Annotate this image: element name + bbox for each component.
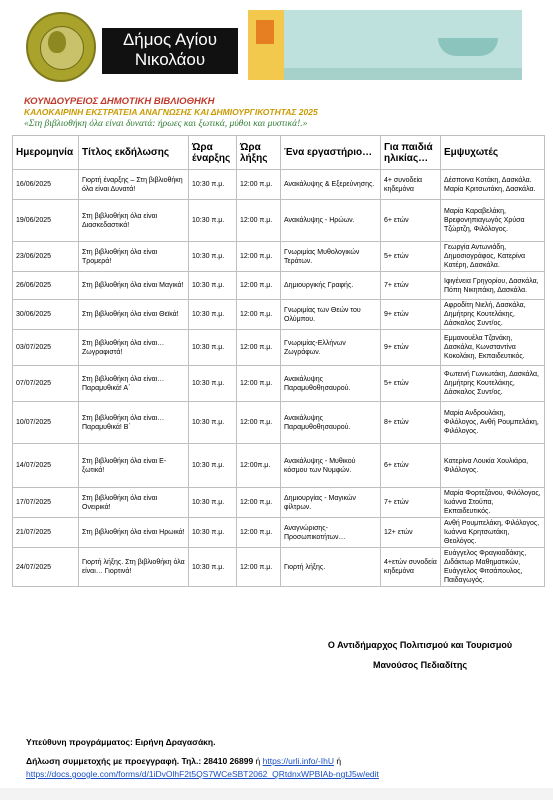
cell-start: 10:30 π.μ.: [189, 518, 237, 548]
cell-title: Στη βιβλιοθήκη όλα είναι Ονειρικά!: [79, 488, 189, 518]
signup-label: Δήλωση συμμετοχής με προεγγραφή. Τηλ.: 28410 26899: [26, 756, 254, 766]
table-row: [13, 272, 545, 300]
cell-date: 24/07/2025: [13, 548, 79, 587]
table-row: [13, 518, 545, 548]
municipality-name: Δήμος Αγίου Νικολάου: [102, 28, 238, 74]
cell-end: 12:00 π.μ.: [237, 300, 281, 330]
cell-start: 10:30 π.μ.: [189, 170, 237, 200]
cell-age: 7+ ετών: [381, 272, 441, 300]
table-row: [13, 170, 545, 200]
cell-date: 16/06/2025: [13, 170, 79, 200]
cell-date: 10/07/2025: [13, 402, 79, 444]
table-header-row: [13, 136, 545, 170]
cell-title: Γιορτή έναρξης – Στη βιβλιοθήκη όλα είναι Δυνατά!: [79, 170, 189, 200]
cell-workshop: Γνωριμίας-Ελλήνων Ζωγράφων.: [281, 330, 381, 366]
banner-sea-illustration: [284, 68, 522, 80]
cell-age: 4+ συνοδεία κηδεμόνα: [381, 170, 441, 200]
page-bottom-strip: [0, 788, 553, 800]
document-titles: [24, 96, 544, 130]
cell-animators: Ευάγγελος Φραγκιαδάκης, Διδάκτωρ Μαθηματικών, Ευάγγελος Φιτσάπουλος, Παιδαγωγός.: [441, 548, 545, 587]
cell-age: 8+ ετών: [381, 402, 441, 444]
cell-start: 10:30 π.μ.: [189, 242, 237, 272]
cell-age: 5+ ετών: [381, 366, 441, 402]
table-row: [13, 330, 545, 366]
cell-end: 12:00 π.μ.: [237, 200, 281, 242]
col-header-age: Για παιδιά ηλικίας…: [381, 136, 441, 170]
cell-age: 9+ ετών: [381, 330, 441, 366]
form-link-line: [26, 768, 546, 781]
cell-title: Στη βιβλιοθήκη όλα είναι Ηρωικά!: [79, 518, 189, 548]
table-row: [13, 200, 545, 242]
col-header-end: Ώρα λήξης: [237, 136, 281, 170]
page-header: [0, 0, 553, 96]
cell-animators: Μαρία Φορτεζάνου, Φιλόλογος, Ιωάννα Στούπα, Εκπαιδευτικός.: [441, 488, 545, 518]
cell-date: 30/06/2025: [13, 300, 79, 330]
campaign-title: ΚΑΛΟΚΑΙΡΙΝΗ ΕΚΣΤΡΑΤΕΙΑ ΑΝΑΓΝΩΣΗΣ ΚΑΙ ΔΗΜΙΟΥΡΓΙΚΟΤΗΤΑΣ 2025: [24, 107, 318, 117]
cell-workshop: Δημιουργίας - Μαγικών φίλτρων.: [281, 488, 381, 518]
cell-title: Στη βιβλιοθήκη όλα είναι Ε-ξωτικά!: [79, 444, 189, 488]
cell-title: Στη βιβλιοθήκη όλα είναι Μαγικά!: [79, 272, 189, 300]
col-header-workshop: Ένα εργαστήριο…: [281, 136, 381, 170]
cell-start: 10:30 π.μ.: [189, 488, 237, 518]
cell-start: 10:30 π.μ.: [189, 330, 237, 366]
cell-title: Στη βιβλιοθήκη όλα είναι… Παραμυθικά! Α΄: [79, 366, 189, 402]
cell-date: 14/07/2025: [13, 444, 79, 488]
col-header-date: Ημερομηνία: [13, 136, 79, 170]
cell-title: Στη βιβλιοθήκη όλα είναι Διασκεδαστικά!: [79, 200, 189, 242]
cell-date: 23/06/2025: [13, 242, 79, 272]
cell-start: 10:30 π.μ.: [189, 402, 237, 444]
schedule-table: [12, 135, 545, 587]
cell-start: 10:30 π.μ.: [189, 366, 237, 402]
cell-age: 6+ ετών: [381, 444, 441, 488]
cell-animators: Δέσποινα Κοτάκη, Δασκάλα. Μαρία Κριτσωτάκη, Δασκάλα.: [441, 170, 545, 200]
cell-age: 4+ετών συνοδεία κηδεμόνα: [381, 548, 441, 587]
cell-date: 21/07/2025: [13, 518, 79, 548]
cell-animators: Φωτεινή Γωνιωτάκη, Δασκάλα, Δημήτρης Κουτελάκης, Δάσκαλος Συντ/ος.: [441, 366, 545, 402]
signature-role: Ο Αντιδήμαρχος Πολιτισμού και Τουρισμού: [327, 640, 513, 650]
table-row: [13, 300, 545, 330]
table-row: [13, 444, 545, 488]
cell-age: 6+ ετών: [381, 200, 441, 242]
cell-animators: Κατερίνα Λουκία Χουλιάρα, Φιλόλογος.: [441, 444, 545, 488]
table-row: [13, 402, 545, 444]
cell-end: 12:00 π.μ.: [237, 272, 281, 300]
or-text: ή: [253, 756, 263, 766]
cell-end: 12:00 π.μ.: [237, 518, 281, 548]
cell-animators: Εμμανουέλα Τζανάκη, Δασκάλα, Κωνσταντίνα Κοκολάκη, Εκπαιδευτικός.: [441, 330, 545, 366]
banner-boat-illustration: [438, 38, 498, 56]
cell-end: 12:00 π.μ.: [237, 548, 281, 587]
cell-workshop: Ανακάλυψης Παραμυθοθησαυρού.: [281, 366, 381, 402]
cell-workshop: Αναγνώρισης- Προσωπικοτήτων…: [281, 518, 381, 548]
cell-animators: Ανθή Ρουμπελάκη, Φιλόλογος, Ιωάννα Κρητσωτάκη, Θεολόγος.: [441, 518, 545, 548]
cell-date: 19/06/2025: [13, 200, 79, 242]
cell-end: 12:00 π.μ.: [237, 488, 281, 518]
signup-line: [26, 755, 546, 768]
cell-title: Στη βιβλιοθήκη όλα είναι… Ζωγραφιστά!: [79, 330, 189, 366]
cell-age: 12+ ετών: [381, 518, 441, 548]
municipality-logo: [26, 12, 238, 82]
library-title: ΚΟΥΝΔΟΥΡΕΙΟΣ ΔΗΜΟΤΙΚΗ ΒΙΒΛΙΟΘΗΚΗ: [24, 96, 215, 107]
col-header-start: Ώρα έναρξης: [189, 136, 237, 170]
cell-animators: Μαρία Ανδρουλάκη, Φιλόλογος, Ανθή Ρουμπελάκη, Φιλόλογος.: [441, 402, 545, 444]
cell-age: 7+ ετών: [381, 488, 441, 518]
cell-animators: Μαρία Καραβελάκη, Βρεφονηπιαγωγός Χρύσα Τζώρτζη, Φιλόλογος.: [441, 200, 545, 242]
program-responsible: Υπεύθυνη προγράμματος: Ειρήνη Δραγασάκη.: [26, 737, 216, 747]
signature-name: Μανούσος Πεδιαδίτης: [372, 660, 468, 670]
banner-emblem: [256, 20, 274, 44]
cell-date: 07/07/2025: [13, 366, 79, 402]
table-row: [13, 242, 545, 272]
cell-date: 26/06/2025: [13, 272, 79, 300]
short-link[interactable]: https://urli.info/-IhU: [262, 756, 334, 766]
cell-start: 10:30 π.μ.: [189, 444, 237, 488]
cell-workshop: Ανακάλυψης - Ηρώων.: [281, 200, 381, 242]
col-header-title: Τίτλος εκδήλωσης: [79, 136, 189, 170]
cell-workshop: Γνωριμίας των Θεών του Ολύμπου.: [281, 300, 381, 330]
cell-end: 12:00 π.μ.: [237, 330, 281, 366]
table-row: [13, 488, 545, 518]
cell-age: 5+ ετών: [381, 242, 441, 272]
col-header-animators: Εμψυχωτές: [441, 136, 545, 170]
or-text-2: ή: [333, 756, 342, 766]
cell-title: Στη βιβλιοθήκη όλα είναι… Παραμυθικά! Β΄: [79, 402, 189, 444]
cell-animators: Ιφιγένεια Γρηγορίου, Δασκάλα, Πόπη Νικηπάκη, Δασκάλα.: [441, 272, 545, 300]
cell-animators: Γεωργία Αντωνιάδη, Δημοσιογράφος, Κατερίνα Κατέρη, Δασκάλα.: [441, 242, 545, 272]
cell-end: 12:00 π.μ.: [237, 366, 281, 402]
cell-workshop: Γιορτή λήξης.: [281, 548, 381, 587]
cell-workshop: Δημιουργικής Γραφής.: [281, 272, 381, 300]
cell-age: 9+ ετών: [381, 300, 441, 330]
cell-end: 12:00 π.μ.: [237, 402, 281, 444]
cell-title: Γιορτή λήξης. Στη βιβλιοθήκη όλα είναι… Γιορτινά!: [79, 548, 189, 587]
cell-animators: Αφροδίτη Νιελή, Δασκάλα, Δημήτρης Κουτελάκης, Δάσκαλος Συντ/ος.: [441, 300, 545, 330]
cell-start: 10:30 π.μ.: [189, 300, 237, 330]
cell-end: 12:00 π.μ.: [237, 170, 281, 200]
campaign-banner-image: [248, 10, 522, 80]
cell-title: Στη βιβλιοθήκη όλα είναι Τρομερά!: [79, 242, 189, 272]
cell-title: Στη βιβλιοθήκη όλα είναι Θεϊκά!: [79, 300, 189, 330]
footer: [26, 736, 546, 781]
cell-workshop: Ανακάλυψης & Εξερεύνησης.: [281, 170, 381, 200]
cell-end: 12:00π.μ.: [237, 444, 281, 488]
cell-start: 10:30 π.μ.: [189, 272, 237, 300]
table-row: [13, 366, 545, 402]
cell-end: 12:00 π.μ.: [237, 242, 281, 272]
cell-workshop: Γνωριμίας Μυθολογικών Τεράτων.: [281, 242, 381, 272]
cell-date: 17/07/2025: [13, 488, 79, 518]
cell-date: 03/07/2025: [13, 330, 79, 366]
seal-head-emblem: [48, 31, 66, 53]
cell-start: 10:30 π.μ.: [189, 200, 237, 242]
cell-workshop: Ανακάλυψης - Μυθικού κόσμου των Νυμφών.: [281, 444, 381, 488]
cell-workshop: Ανακάλυψης Παραμυθοθησαυρού.: [281, 402, 381, 444]
cell-start: 10:30 π.μ.: [189, 548, 237, 587]
google-form-link[interactable]: https://docs.google.com/forms/d/1iDvOlhF2t5QS7WCeSBT2062_QRtdnxWPBIAb-ngtJ5w/edit: [26, 769, 379, 779]
campaign-slogan: «Στη βιβλιοθήκη όλα είναι δυνατά: ήρωες και ξωτικά, μύθοι και μυστικά!.»: [24, 119, 308, 129]
table-row: [13, 548, 545, 587]
municipality-seal: [26, 12, 96, 82]
